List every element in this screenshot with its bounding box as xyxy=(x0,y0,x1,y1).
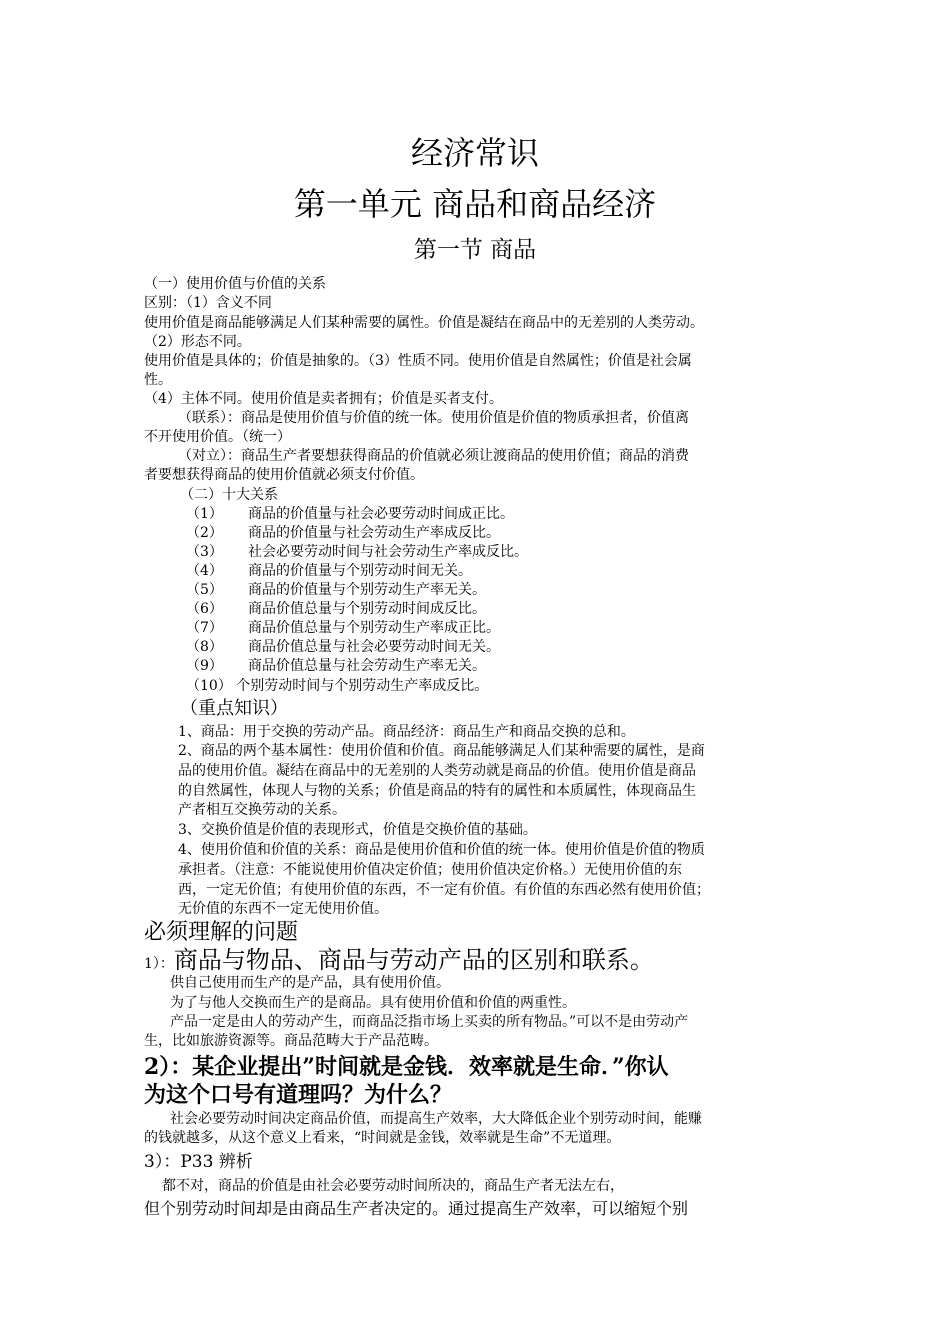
list-item: （2） 商品的价值量与社会劳动生产率成反比。 xyxy=(186,525,500,541)
key-line: 产者相互交换劳动的关系。 xyxy=(178,802,346,818)
part1-line: （4）主体不同。使用价值是卖者拥有；价值是买者支付。 xyxy=(144,391,503,407)
part1-line: （2）形态不同。 xyxy=(144,334,251,350)
part1-line: （联系）：商品是使用价值与价值的统一体。使用价值是价值的物质承担者，价值离 xyxy=(178,410,689,426)
part1-heading: （一）使用价值与价值的关系 xyxy=(144,276,326,292)
key-line: 西，一定无价值；有使用价值的东西，不一定有价值。有价值的东西必然有使用价值； xyxy=(178,882,710,898)
answer-line: 供自己使用而生产的是产品，具有使用价值。 xyxy=(170,975,450,991)
key-line: 无价值的东西不一定无使用价值。 xyxy=(178,901,388,917)
part1-line: 不开使用价值。（统一） xyxy=(144,429,291,445)
key-line: 承担者。（注意：不能说使用价值决定价值；使用价值决定价格。）无使用价值的东 xyxy=(178,862,682,878)
key-line: 1、商品：用于交换的劳动产品。商品经济：商品生产和商品交换的总和。 xyxy=(178,724,635,740)
section-title: 第一节 商品 xyxy=(413,237,537,263)
document-title: 经济常识 xyxy=(410,134,539,172)
answer-line: 产品一定是由人的劳动产生，而商品泛指市场上买卖的所有物品。”可以不是由劳动产 xyxy=(170,1014,689,1030)
key-line: 品的使用价值。凝结在商品中的无差别的人类劳动就是商品的价值。使用价值是商品 xyxy=(178,763,696,779)
key-line: 的自然属性，体现人与物的关系；价值是商品的特有的属性和本质属性，体现商品生 xyxy=(178,783,696,799)
unit-title: 第一单元 商品和商品经济 xyxy=(293,185,657,223)
question-2-cont: 为这个口号有道理吗？为什么？ xyxy=(144,1082,453,1108)
answer-line: 都不对，商品的价值是由社会必要劳动时间所决的，商品生产者无法左右， xyxy=(162,1178,624,1194)
question-2: 2）：某企业提出”时间就是金钱．效率就是生命．”你认 xyxy=(144,1054,669,1080)
answer-line: 为了与他人交换而生产的是商品。具有使用价值和价值的两重性。 xyxy=(170,995,576,1011)
list-item: （7） 商品价值总量与个别劳动生产率成正比。 xyxy=(186,620,500,636)
answer-line: 社会必要劳动时间决定商品价值，而提高生产效率，大大降低企业个别劳动时间，能赚 xyxy=(170,1111,702,1127)
list-item: （3） 社会必要劳动时间与社会劳动生产率成反比。 xyxy=(186,544,528,560)
answer-line: 生，比如旅游资源等。商品范畴大于产品范畴。 xyxy=(144,1033,438,1049)
list-item: （5） 商品的价值量与个别劳动生产率无关。 xyxy=(186,582,486,598)
answer-line: 但个别劳动时间却是由商品生产者决定的。通过提高生产效率，可以缩短个别 xyxy=(144,1199,689,1218)
key-line: 2、商品的两个基本属性：使用价值和价值。商品能够满足人们某种需要的属性，是商 xyxy=(178,743,705,759)
key-heading: （重点知识） xyxy=(180,698,288,719)
list-item: （4） 商品的价值量与个别劳动时间无关。 xyxy=(186,563,472,579)
part1-line: 性。 xyxy=(144,372,172,388)
part1-line: 使用价值是商品能够满足人们某种需要的属性。价值是凝结在商品中的无差别的人类劳动。 xyxy=(144,315,704,331)
part2-heading: （二）十大关系 xyxy=(180,487,278,503)
part1-line: （对立）：商品生产者要想获得商品的价值就必须让渡商品的使用价值；商品的消费 xyxy=(178,448,689,464)
list-item: （1） 商品的价值量与社会必要劳动时间成正比。 xyxy=(186,506,514,522)
list-item: （9） 商品价值总量与社会劳动生产率无关。 xyxy=(186,658,486,674)
key-line: 4、使用价值和价值的关系：商品是使用价值和价值的统一体。使用价值是价值的物质 xyxy=(178,842,705,858)
question-1: 1）：商品与物品、商品与劳动产品的区别和联系。 xyxy=(144,946,654,974)
answer-line: 的钱就越多，从这个意义上看来，“时间就是金钱，效率就是生命”不无道理。 xyxy=(144,1130,621,1146)
list-item: （10） 个别劳动时间与个别劳动生产率成反比。 xyxy=(186,678,489,694)
list-item: （6） 商品价值总量与个别劳动时间成反比。 xyxy=(186,601,486,617)
part1-line: 使用价值是具体的；价值是抽象的。（3）性质不同。使用价值是自然属性；价值是社会属 xyxy=(144,353,692,369)
list-item: （8） 商品价值总量与社会必要劳动时间无关。 xyxy=(186,639,500,655)
part1-line: 区别：（1）含义不同 xyxy=(144,295,272,311)
key-line: 3、交换价值是价值的表现形式，价值是交换价值的基础。 xyxy=(178,822,537,838)
part1-line: 者要想获得商品的使用价值就必须支付价值。 xyxy=(144,467,424,483)
question-3: 3）：P33 辨析 xyxy=(144,1152,253,1172)
must-heading: 必须理解的问题 xyxy=(144,920,299,945)
